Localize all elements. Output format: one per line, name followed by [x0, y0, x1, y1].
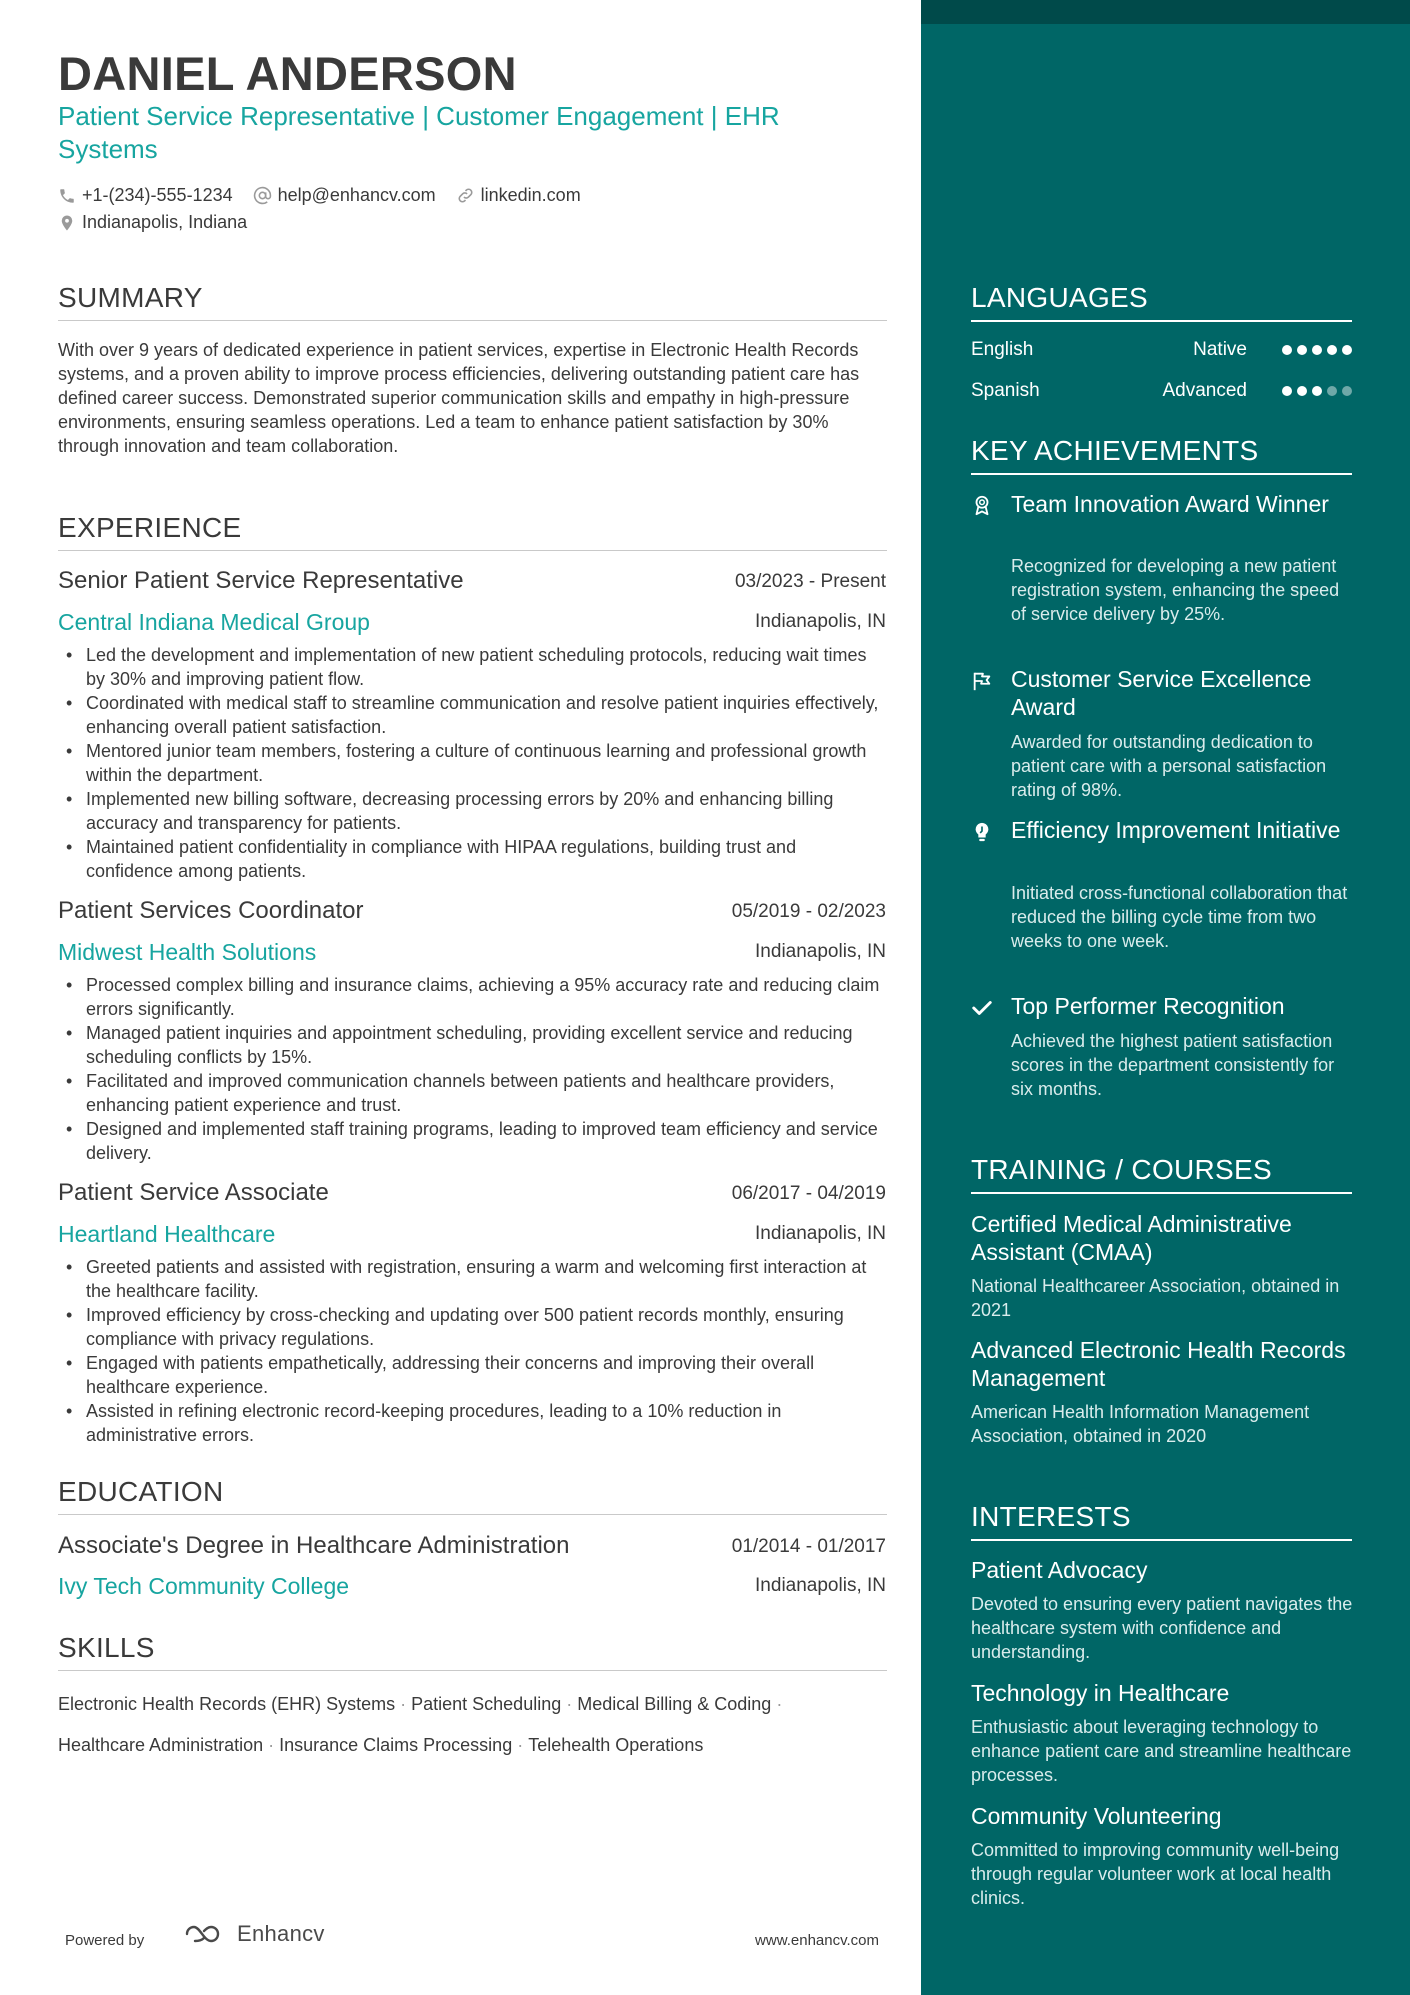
job-bullet: • Managed patient inquiries and appointment scheduling, providing excellent service and reducing scheduling conflicts by 15%. [58, 1021, 887, 1069]
email-text: help@enhancv.com [277, 185, 436, 205]
dot-filled [1312, 345, 1322, 355]
phone-text: +1-(234)-555-1234 [82, 185, 233, 205]
interest-title: Technology in Healthcare [971, 1680, 1230, 1706]
company-name: Central Indiana Medical Group [58, 609, 370, 635]
company-name: Heartland Healthcare [58, 1221, 276, 1247]
job-bullet: • Designed and implemented staff training programs, leading to improved team efficiency and service delivery. [58, 1117, 887, 1165]
flag-icon [971, 670, 993, 692]
infinity-logo-icon [183, 1922, 229, 1946]
job-title: Senior Patient Service Representative [58, 567, 464, 594]
skill-item: Electronic Health Records (EHR) Systems [58, 1694, 396, 1714]
linkedin-contact[interactable] [456, 185, 581, 206]
job-location: Indianapolis, IN [755, 1223, 886, 1244]
job-bullet: • Maintained patient confidentiality in compliance with HIPAA regulations, building trust and confidence among patients. [58, 835, 887, 883]
interests-heading: INTERESTS [971, 1501, 1352, 1541]
interest-title: Community Volunteering [971, 1803, 1222, 1829]
award-ribbon-icon [971, 494, 993, 516]
experience-heading: EXPERIENCE [58, 512, 887, 551]
dot-filled [1342, 345, 1352, 355]
job-dates: 05/2019 - 02/2023 [731, 901, 886, 922]
achievement-title: Customer Service Excellence Award [1011, 666, 1312, 720]
job-bullet: • Coordinated with medical staff to streamline communication and resolve patient inquiries effectively, enhancing overall patient satisfaction. [58, 691, 887, 739]
skill-separator: · [566, 1694, 573, 1714]
dot-filled [1297, 386, 1307, 396]
course-desc: American Health Information Management Association, obtained in 2020 [971, 1402, 1310, 1446]
dot-filled [1327, 345, 1337, 355]
email-contact[interactable] [253, 185, 436, 206]
language-level: Native [1193, 339, 1247, 360]
language-dots [1277, 386, 1352, 396]
language-name: English [971, 339, 1034, 360]
job-bullet: • Greeted patients and assisted with registration, ensuring a warm and welcoming first interaction at the healthcare facility. [58, 1255, 887, 1303]
candidate-name: DANIEL ANDERSON [58, 47, 517, 100]
languages-heading: LANGUAGES [971, 282, 1352, 322]
link-icon [456, 186, 475, 205]
achievement-title: Team Innovation Award Winner [1011, 491, 1329, 517]
interest-desc: Enthusiastic about leveraging technology to enhance patient care and streamline healthcare processes. [971, 1717, 1352, 1785]
degree-title: Associate's Degree in Healthcare Administration [58, 1532, 570, 1559]
interest-desc: Committed to improving community well-being through regular volunteer work at local health clinics. [971, 1840, 1340, 1908]
course-title: Certified Medical Administrative Assistant (CMAA) [971, 1211, 1292, 1265]
sidebar [921, 0, 1410, 1995]
location-text: Indianapolis, Indiana [82, 212, 248, 232]
achievement-title: Efficiency Improvement Initiative [1011, 817, 1341, 843]
skill-separator: · [400, 1694, 407, 1714]
at-icon [253, 186, 272, 205]
education-heading: EDUCATION [58, 1476, 887, 1515]
dot-empty [1327, 386, 1337, 396]
sidebar-top-band [921, 0, 1410, 24]
job-dates: 06/2017 - 04/2019 [731, 1183, 886, 1204]
dot-filled [1282, 386, 1292, 396]
skills-list [58, 1684, 898, 1766]
job-bullets [58, 973, 887, 1165]
phone-contact[interactable] [58, 185, 233, 206]
achievement-desc: Awarded for outstanding dedication to patient care with a personal satisfaction rating of 98%. [1011, 732, 1327, 800]
dot-filled [1297, 345, 1307, 355]
education-dates: 01/2014 - 01/2017 [731, 1536, 886, 1557]
skills-heading: SKILLS [58, 1632, 887, 1671]
brand-name: Enhancv [237, 1921, 325, 1946]
dot-filled [1312, 386, 1322, 396]
job-bullet: • Engaged with patients empathetically, addressing their concerns and improving their overall healthcare experience. [58, 1351, 887, 1399]
lightbulb-icon [971, 821, 993, 843]
language-name: Spanish [971, 380, 1040, 401]
enhancv-logo[interactable] [183, 1921, 325, 1947]
course-title: Advanced Electronic Health Records Management [971, 1337, 1346, 1391]
skill-separator: · [268, 1735, 275, 1755]
job-title: Patient Services Coordinator [58, 897, 364, 924]
phone-icon [58, 187, 76, 205]
language-row [971, 339, 1352, 367]
interest-desc: Devoted to ensuring every patient navigates the healthcare system with confidence and understanding. [971, 1594, 1353, 1662]
dot-filled [1282, 345, 1292, 355]
job-bullets [58, 643, 887, 883]
linkedin-text: linkedin.com [480, 185, 581, 205]
interest-title: Patient Advocacy [971, 1557, 1148, 1583]
footer-url[interactable]: www.enhancv.com [755, 1932, 879, 1949]
company-name: Midwest Health Solutions [58, 939, 317, 965]
job-dates: 03/2023 - Present [734, 571, 886, 592]
job-bullet: • Mentored junior team members, fostering a culture of continuous learning and professional growth within the department. [58, 739, 887, 787]
skill-item: Insurance Claims Processing [279, 1735, 513, 1755]
language-level: Advanced [1162, 380, 1247, 401]
skill-item: Telehealth Operations [528, 1735, 704, 1755]
skill-separator: · [776, 1694, 783, 1714]
course-desc: National Healthcareer Association, obtained in 2021 [971, 1276, 1340, 1320]
job-location: Indianapolis, IN [755, 941, 886, 962]
job-bullet: • Improved efficiency by cross-checking and updating over 500 patient records monthly, ensuring compliance with privacy regulations. [58, 1303, 887, 1351]
job-bullets [58, 1255, 887, 1447]
skill-item: Healthcare Administration [58, 1735, 264, 1755]
education-location: Indianapolis, IN [755, 1575, 886, 1596]
location-pin-icon [58, 214, 76, 232]
job-location: Indianapolis, IN [755, 611, 886, 632]
job-bullet: • Facilitated and improved communication channels between patients and healthcare providers, enhancing patient experience and trust. [58, 1069, 887, 1117]
job-bullet: • Processed complex billing and insurance claims, achieving a 95% accuracy rate and reducing claim errors significantly. [58, 973, 887, 1021]
language-row [971, 380, 1352, 408]
job-bullet: • Led the development and implementation of new patient scheduling protocols, reducing wait times by 30% and improving patient flow. [58, 643, 887, 691]
achievement-title: Top Performer Recognition [1011, 993, 1285, 1019]
contact-info [58, 182, 601, 236]
summary-heading: SUMMARY [58, 282, 887, 321]
job-title: Patient Service Associate [58, 1179, 329, 1206]
powered-by-label: Powered by [65, 1932, 145, 1949]
achievement-desc: Initiated cross-functional collaboration that reduced the billing cycle time from two weeks to one week. [1011, 883, 1348, 951]
skill-item: Medical Billing & Coding [577, 1694, 772, 1714]
language-dots [1277, 345, 1352, 355]
school-name: Ivy Tech Community College [58, 1573, 350, 1599]
candidate-title: Patient Service Representative | Customer Engagement | EHR Systems [58, 101, 780, 164]
achievement-desc: Achieved the highest patient satisfaction scores in the department consistently for six months. [1011, 1031, 1335, 1099]
job-bullet: • Assisted in refining electronic record-keeping procedures, leading to a 10% reduction in administrative errors. [58, 1399, 887, 1447]
job-bullet: • Implemented new billing software, decreasing processing errors by 20% and enhancing billing accuracy and transparency for patients. [58, 787, 887, 835]
skill-item: Patient Scheduling [411, 1694, 562, 1714]
achievements-heading: KEY ACHIEVEMENTS [971, 435, 1352, 475]
dot-empty [1342, 386, 1352, 396]
achievement-desc: Recognized for developing a new patient registration system, enhancing the speed of service delivery by 25%. [1011, 556, 1340, 624]
summary-text: With over 9 years of dedicated experience in patient services, expertise in Electronic Health Records systems, and a proven ability to improve process efficiencies, delivering outstanding patient care has defined career success. Demonstrated superior communication skills and empathy in high-pressure environments, ensuring seamless operations. Led a team to enhance patient satisfaction by 30% through innovation and team collaboration. [58, 340, 860, 456]
training-heading: TRAINING / COURSES [971, 1154, 1352, 1194]
checkmark-icon [971, 997, 993, 1019]
location-contact [58, 212, 247, 233]
skill-separator: · [517, 1735, 524, 1755]
